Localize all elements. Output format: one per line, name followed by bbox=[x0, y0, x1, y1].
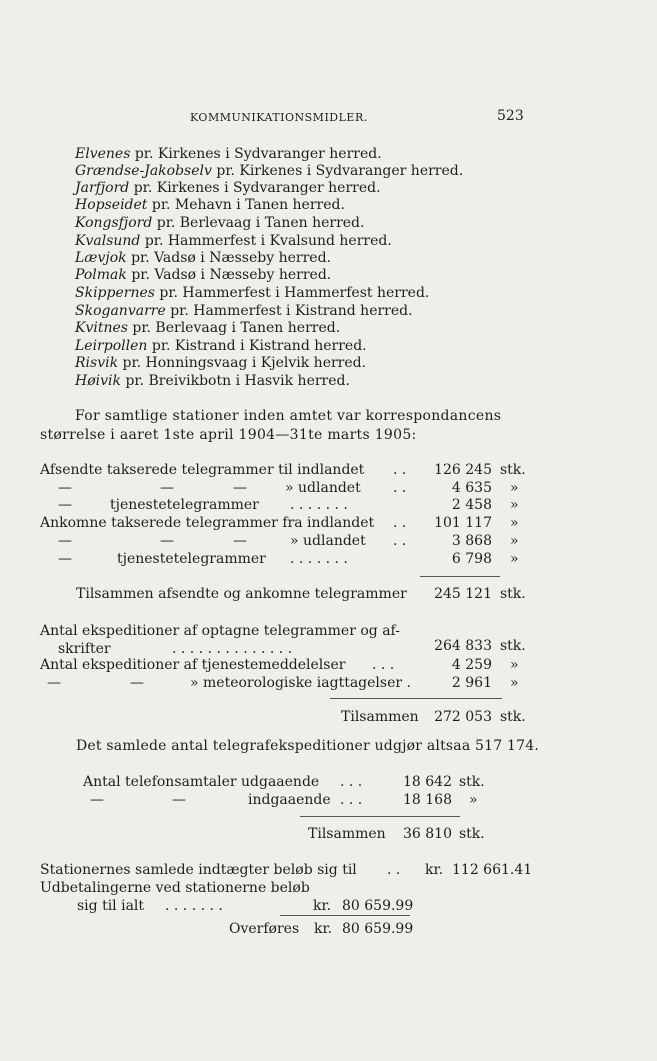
station-line bbox=[75, 215, 364, 232]
station-location: pr. Kirkenes i Sydvaranger herred. bbox=[211, 163, 464, 179]
station-location: pr. Berlevaag i Tanen herred. bbox=[127, 320, 341, 336]
telegram-row-label: » udlandet bbox=[285, 480, 361, 496]
ditto-dash: — bbox=[233, 533, 247, 549]
station-name: Leirpollen bbox=[75, 338, 148, 354]
expedition-total-value: 272 053 bbox=[434, 709, 492, 725]
intro-line-1: For samtlige stationer inden amtet var korrespondancens bbox=[75, 408, 502, 424]
leader-dots: . . . bbox=[340, 774, 363, 790]
ditto-dash: — bbox=[47, 675, 61, 691]
station-line bbox=[75, 285, 429, 302]
station-line bbox=[75, 197, 345, 214]
carry-forward-value: 80 659.99 bbox=[342, 921, 414, 937]
station-name: Hopseidet bbox=[75, 197, 148, 213]
telegram-row-value: 6 798 bbox=[451, 551, 492, 567]
payments-label-cont: sig til ialt bbox=[77, 898, 145, 914]
income-currency: kr. bbox=[425, 862, 444, 878]
expedition-row-label-cont: skrifter bbox=[58, 641, 111, 657]
telegram-row-label: tjenestetelegrammer bbox=[117, 551, 266, 567]
summary-line: Det samlede antal telegrafekspeditioner udgjør altsaa 517 174. bbox=[76, 738, 539, 754]
expedition-row-label: Antal ekspeditioner af tjenestemeddelelser bbox=[40, 657, 346, 673]
station-line bbox=[75, 373, 350, 390]
station-location: pr. Berlevaag i Tanen herred. bbox=[152, 215, 365, 231]
station-line bbox=[75, 338, 367, 355]
running-header-title: KOMMUNIKATIONSMIDLER. bbox=[190, 111, 368, 124]
leader-dots: . . . . . . . bbox=[290, 551, 348, 567]
leader-dots: . . . . . . . bbox=[290, 497, 348, 513]
telegram-row-unit: » bbox=[510, 533, 519, 549]
phone-row-unit: stk. bbox=[459, 774, 485, 790]
phone-total-value: 36 810 bbox=[403, 826, 452, 842]
station-name: Kvitnes bbox=[75, 320, 128, 336]
ditto-dash: — bbox=[58, 533, 72, 549]
phone-total-label: Tilsammen bbox=[308, 826, 386, 842]
leader-dots: . . . . . . . bbox=[165, 898, 223, 914]
payments-currency: kr. bbox=[313, 898, 332, 914]
station-location: pr. Honningsvaag i Kjelvik herred. bbox=[118, 355, 367, 371]
telegram-row-label: » udlandet bbox=[290, 533, 366, 549]
station-name: Skoganvarre bbox=[75, 303, 166, 319]
telegram-row-value: 3 868 bbox=[451, 533, 492, 549]
leader-dots: . . bbox=[393, 515, 407, 531]
station-line bbox=[75, 267, 331, 284]
leader-dots: . . . bbox=[340, 792, 363, 808]
station-location: pr. Hammerfest i Hammerfest herred. bbox=[154, 285, 430, 301]
ditto-dash: — bbox=[58, 480, 72, 496]
station-name: Kongsfjord bbox=[75, 215, 153, 231]
expedition-row-value: 2 961 bbox=[451, 675, 492, 691]
telegram-row-unit: » bbox=[510, 497, 519, 513]
ditto-dash: — bbox=[58, 551, 72, 567]
telegram-row-unit: stk. bbox=[500, 462, 526, 478]
telegram-total-label: Tilsammen afsendte og ankomne telegrammer bbox=[76, 586, 407, 602]
intro-line-2: størrelse i aaret 1ste april 1904—31te marts 1905: bbox=[40, 427, 417, 443]
leader-dots: . . bbox=[393, 462, 407, 478]
phone-row-label: indgaaende bbox=[248, 792, 331, 808]
income-label: Stationernes samlede indtægter beløb sig til bbox=[40, 862, 357, 878]
leader-dots: . . bbox=[387, 862, 401, 878]
station-name: Grændse-Jakobselv bbox=[75, 163, 212, 179]
station-location: pr. Breivikbotn i Hasvik herred. bbox=[121, 373, 350, 389]
ditto-dash: — bbox=[172, 792, 186, 808]
expedition-row-value: 264 833 bbox=[434, 638, 492, 654]
carry-forward-label: Overføres bbox=[229, 921, 300, 937]
station-location: pr. Kirkenes i Sydvaranger herred. bbox=[130, 146, 382, 162]
station-name: Elvenes bbox=[75, 146, 131, 162]
expedition-row-label: Antal ekspeditioner af optagne telegrammer og af- bbox=[40, 623, 400, 639]
income-value: 112 661.41 bbox=[452, 862, 533, 878]
station-name: Lævjok bbox=[75, 250, 127, 266]
leader-dots: . . bbox=[393, 480, 407, 496]
station-location: pr. Kirkenes i Sydvaranger herred. bbox=[129, 180, 381, 196]
ditto-dash: — bbox=[233, 480, 247, 496]
telegram-row-value: 101 117 bbox=[434, 515, 492, 531]
leader-dots: . . bbox=[393, 533, 407, 549]
station-location: pr. Vadsø i Næsseby herred. bbox=[126, 267, 332, 283]
station-name: Jarfjord bbox=[75, 180, 130, 196]
expedition-row-unit: » bbox=[510, 657, 519, 673]
telegram-row-unit: » bbox=[510, 515, 519, 531]
phone-row-unit: » bbox=[469, 792, 478, 808]
phone-row-label: Antal telefonsamtaler udgaaende bbox=[83, 774, 320, 790]
phone-row-value: 18 642 bbox=[403, 774, 452, 790]
ditto-dash: — bbox=[90, 792, 104, 808]
station-line bbox=[75, 180, 381, 197]
sum-rule bbox=[330, 698, 502, 699]
station-location: pr. Kistrand i Kistrand herred. bbox=[147, 338, 367, 354]
expedition-row-unit: stk. bbox=[500, 638, 526, 654]
station-name: Høivik bbox=[75, 373, 121, 389]
telegram-row-label: Afsendte takserede telegrammer til indlandet bbox=[40, 462, 365, 478]
station-name: Kvalsund bbox=[75, 233, 141, 249]
expedition-row-label: » meteorologiske iagttagelser . bbox=[190, 675, 411, 691]
telegram-row-unit: » bbox=[510, 551, 519, 567]
station-line bbox=[75, 163, 463, 180]
telegram-row-value: 4 635 bbox=[451, 480, 492, 496]
expedition-total-unit: stk. bbox=[500, 709, 526, 725]
station-name: Polmak bbox=[75, 267, 127, 283]
ditto-dash: — bbox=[130, 675, 144, 691]
expedition-row-unit: » bbox=[510, 675, 519, 691]
ditto-dash: — bbox=[160, 480, 174, 496]
sum-rule bbox=[420, 576, 500, 577]
ditto-dash: — bbox=[58, 497, 72, 513]
carry-forward-currency: kr. bbox=[314, 921, 333, 937]
station-line bbox=[75, 146, 382, 163]
telegram-row-label: Ankomne takserede telegrammer fra indlandet bbox=[40, 515, 375, 531]
station-line bbox=[75, 250, 331, 267]
station-line bbox=[75, 303, 413, 320]
telegram-total-value: 245 121 bbox=[434, 586, 492, 602]
station-location: pr. Hammerfest i Kvalsund herred. bbox=[140, 233, 392, 249]
page-number: 523 bbox=[497, 108, 524, 124]
sum-rule bbox=[280, 915, 410, 916]
leader-dots: . . . . . . . . . . . . . . bbox=[172, 641, 293, 657]
telegram-row-value: 2 458 bbox=[451, 497, 492, 513]
phone-row-value: 18 168 bbox=[403, 792, 452, 808]
telegram-total-unit: stk. bbox=[500, 586, 526, 602]
payments-label: Udbetalingerne ved stationerne beløb bbox=[40, 880, 310, 896]
phone-total-unit: stk. bbox=[459, 826, 485, 842]
station-location: pr. Mehavn i Tanen herred. bbox=[147, 197, 345, 213]
payments-value: 80 659.99 bbox=[342, 898, 414, 914]
expedition-row-value: 4 259 bbox=[451, 657, 492, 673]
station-location: pr. Hammerfest i Kistrand herred. bbox=[165, 303, 413, 319]
sum-rule bbox=[300, 816, 460, 817]
station-line bbox=[75, 320, 340, 337]
station-location: pr. Vadsø i Næsseby herred. bbox=[126, 250, 331, 266]
telegram-row-label: tjenestetelegrammer bbox=[110, 497, 259, 513]
leader-dots: . . . bbox=[372, 657, 395, 673]
telegram-row-value: 126 245 bbox=[434, 462, 492, 478]
expedition-total-label: Tilsammen bbox=[341, 709, 419, 725]
station-name: Risvik bbox=[75, 355, 119, 371]
station-name: Skippernes bbox=[75, 285, 155, 301]
station-line bbox=[75, 355, 366, 372]
station-line bbox=[75, 233, 392, 250]
ditto-dash: — bbox=[160, 533, 174, 549]
telegram-row-unit: » bbox=[510, 480, 519, 496]
